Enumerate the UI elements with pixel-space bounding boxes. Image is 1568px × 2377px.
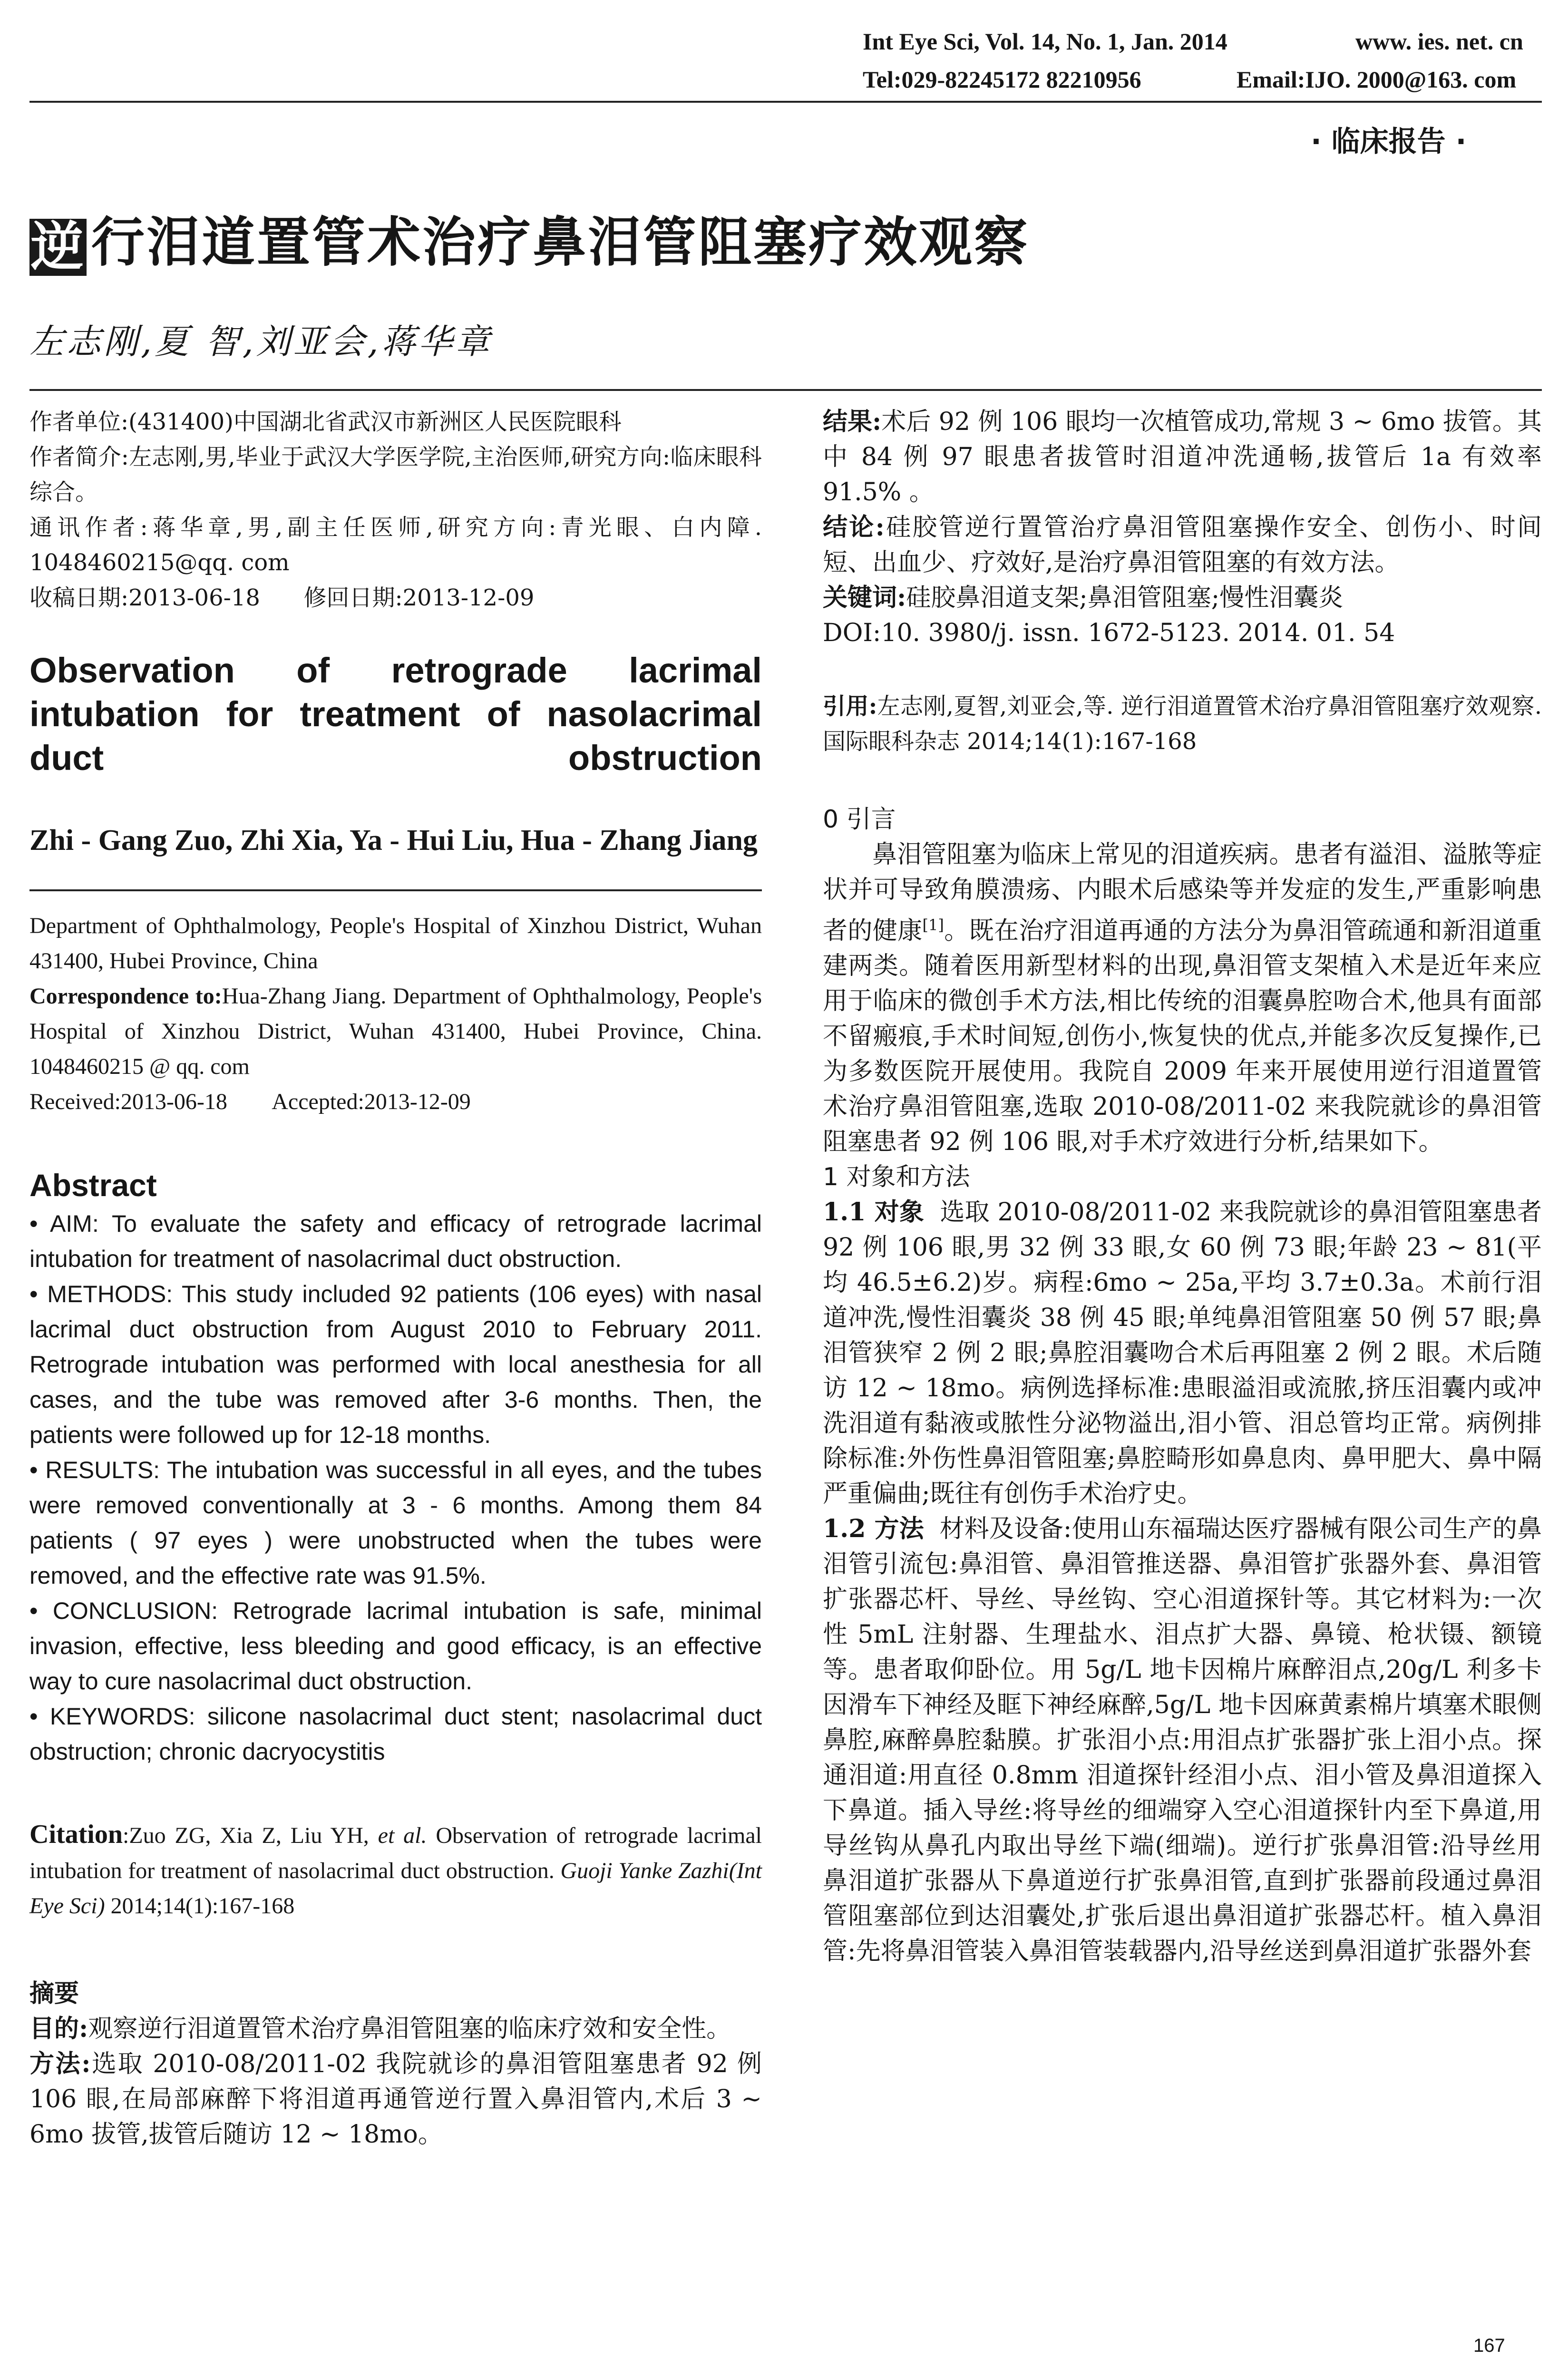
- cn-abstract-heading: 摘要: [29, 1979, 79, 2008]
- journal-website: www. ies. net. cn: [1355, 28, 1523, 55]
- title-rule: [29, 389, 1542, 391]
- author-affiliation-cn: 作者单位:(431400)中国湖北省武汉市新洲区人民医院眼科: [29, 409, 622, 435]
- citation-en: [29, 1817, 762, 1924]
- cn-abstract-keywords: [823, 580, 1542, 615]
- author-profile-cn: 作者简介:左志刚,男,毕业于武汉大学医学院,主治医师,研究方向:临床眼科综合。: [29, 444, 762, 506]
- purpose-text: 观察逆行泪道置管术治疗鼻泪管阻塞的临床疗效和安全性。: [88, 2015, 731, 2043]
- abstract-keywords: • KEYWORDS: silicone nasolacrimal duct stent; nasolacrimal duct obstruction; chronic dacryocystitis: [29, 1703, 762, 1765]
- left-column: [29, 404, 762, 2152]
- citation-journal: Guoji Yanke Zazhi(Int Eye Sci): [29, 1858, 762, 1919]
- cn-abstract-conclusion: [823, 510, 1542, 580]
- methods-text: 选取 2010-08/2011-02 我院就诊的鼻泪管阻塞患者 92 例 106 眼,在局部麻醉下将泪道再通管逆行置入鼻泪管内,术后 3 ~ 6mo 拔管,拔管后随访 12 ~ 18mo。: [29, 2050, 762, 2149]
- authors-cn: 左志刚,夏 智,刘亚会,蒋华章: [29, 321, 493, 361]
- results-label: 结果:: [823, 407, 882, 436]
- procedure-text: 材料及设备:使用山东福瑞达医疗器械有限公司生产的鼻泪管引流包:鼻泪管、鼻泪管推送器、鼻泪管扩张器外套、鼻泪管扩张器芯杆、导丝、导丝钩、空心泪道探针等。其它材料为:一次性 5mL 注射器、生理盐水、泪点扩大器、鼻镜、枪状镊、额镜等。患者取仰卧位。用 5g/L 地卡因棉片麻醉泪点,20g/L 利多卡因滑车下神经及眶下神经麻醉,5g/L 地卡因麻黄素棉片填塞术眼侧鼻腔,麻醉鼻腔黏膜。扩张泪小点:用泪点扩张器扩张上泪小点。探通泪道:用直径 0.8mm 泪道探针经泪小点、泪小管及鼻泪道探入下鼻道。插入导丝:将导丝的细端穿入空心泪道探针内至下鼻道,用导丝钩从鼻孔内取出导丝下端(细端)。逆行扩张鼻泪管:沿导丝用鼻泪道扩张器从下鼻道逆行扩张鼻泪管,直到扩张器前段通过鼻泪管阻塞部位到达泪囊处,扩张后退出鼻泪道扩张器芯杆。植入鼻泪管:先将鼻泪管装入鼻泪管装载器内,沿导丝送到鼻泪道扩张器外套: [823, 1515, 1542, 1966]
- citation-part-b: Observation of retrograde lacrimal intubation for treatment of nasolacrimal duct obstruction.: [29, 1823, 762, 1883]
- purpose-label: 目的:: [29, 2014, 88, 2043]
- keywords-label: 关键词:: [823, 583, 906, 612]
- abstract-conclusion: • CONCLUSION: Retrograde lacrimal intubation is safe, minimal invasion, effective, less bleeding and good efficacy, is an effective way to cure nasolacrimal duct obstruction.: [29, 1598, 762, 1695]
- abstract-results: • RESULTS: The intubation was successful in all eyes, and the tubes were removed conventionally at 3 - 6 months. Among them 84 patients ( 97 eyes ) were unobstructed when the tubes were removed, and the effective rate was 91.5%.: [29, 1457, 762, 1589]
- methods-procedure: [823, 1511, 1542, 1969]
- citation-etal: et al.: [378, 1823, 427, 1848]
- intro-paragraph: [823, 837, 1542, 1159]
- citation-part-c: 2014;14(1):167-168: [105, 1893, 295, 1919]
- english-affiliation: Department of Ophthalmology, People's Hospital of Xinzhou District, Wuhan 431400, Hubei Province, China: [29, 913, 762, 974]
- journal-tel: Tel:029-82245172 82210956: [863, 66, 1141, 93]
- doi: DOI:10. 3980/j. issn. 1672-5123. 2014. 01. 54: [823, 619, 1395, 647]
- cn-citation-text: 左志刚,夏智,刘亚会,等. 逆行泪道置管术治疗鼻泪管阻塞疗效观察. 国际眼科杂志 2014;14(1):167-168: [823, 693, 1542, 755]
- dates-cn: 收稿日期:2013-06-18 修回日期:2013-12-09: [29, 585, 535, 611]
- intro-text-b: 。既在治疗泪道再通的方法分为鼻泪管疏通和新泪道重建两类。随着医用新型材料的出现,鼻泪管支架植入术是近年来应用于临床的微创手术方法,相比传统的泪囊鼻腔吻合术,他具有面部不留瘢痕,手术时间短,创伤小,恢复快的优点,并能多次反复操作,已为多数医院开展使用。我院自 2009 年来开展使用逆行泪道置管术治疗鼻泪管阻塞,选取 2010-08/2011-02 来我院就诊的鼻泪管阻塞患者 92 例 106 眼,对手术疗效进行分析,结果如下。: [823, 916, 1542, 1157]
- procedure-label: 1.2 方法: [823, 1514, 924, 1544]
- cn-abstract-methods-left: [29, 2046, 762, 2152]
- header-rule: [29, 101, 1542, 103]
- methods-heading: 1 对象和方法: [823, 1163, 970, 1192]
- citation-label: Citation: [29, 1820, 123, 1849]
- title-rest: 行泪道置管术治疗鼻泪管阻塞疗效观察: [91, 212, 1029, 273]
- corresponding-author-cn: 通讯作者:蒋华章,男,副主任医师,研究方向:青光眼、白内障. 1048460215@qq. com: [29, 514, 762, 576]
- right-column: [823, 404, 1542, 1969]
- cn-citation: [823, 689, 1542, 759]
- english-authors: Zhi - Gang Zuo, Zhi Xia, Ya - Hui Liu, Hua - Zhang Jiang: [29, 824, 758, 857]
- citation-part-a: :Zuo ZG, Xia Z, Liu YH,: [123, 1823, 378, 1848]
- correspondence-label: Correspondence to:: [29, 984, 222, 1009]
- subjects-text: 选取 2010-08/2011-02 来我院就诊的鼻泪管阻塞患者 92 例 106 眼,男 32 例 33 眼,女 60 例 73 眼;年龄 23 ~ 81(平均 46.5±6.2)岁。病程:6mo ~ 25a,平均 3.7±0.3a。术前行泪道冲洗,慢性泪囊炎 38 例 45 眼;单纯鼻泪管阻塞 50 例 57 眼;鼻泪管狭窄 2 例 2 眼;鼻腔泪囊吻合术后再阻塞 2 例 2 眼。术后随访 12 ~ 18mo。病例选择标准:患眼溢泪或流脓,挤压泪囊内或冲洗泪道有黏液或脓性分泌物溢出,泪小管、泪总管均正常。病例排除标准:外伤性鼻泪管阻塞;鼻腔畸形如鼻息肉、鼻甲肥大、鼻中隔严重偏曲;既往有创伤手术治疗史。: [823, 1198, 1542, 1509]
- cn-abstract-purpose: [29, 2011, 762, 2046]
- journal-email: Email:IJO. 2000@163. com: [1237, 66, 1517, 93]
- journal-info: Int Eye Sci, Vol. 14, No. 1, Jan. 2014: [863, 28, 1227, 55]
- cn-abstract-results: [823, 404, 1542, 510]
- cn-citation-label: 引用:: [823, 693, 877, 720]
- section-tag: · 临床报告 ·: [1311, 125, 1467, 158]
- abstract-heading: Abstract: [29, 1168, 157, 1203]
- abstract-aim: • AIM: To evaluate the safety and efficacy of retrograde lacrimal intubation for treatment of nasolacrimal duct obstruction.: [29, 1210, 762, 1272]
- article-title: [29, 200, 1029, 276]
- conclusion-label: 结论:: [823, 513, 885, 542]
- intro-heading: 0 引言: [823, 805, 896, 834]
- english-received: Received:2013-06-18 Accepted:2013-12-09: [29, 1089, 471, 1114]
- english-rule: [29, 889, 762, 891]
- methods-subjects: [823, 1195, 1542, 1511]
- english-title: Observation of retrograde lacrimal intubation for treatment of nasolacrimal duct obstruction: [29, 651, 762, 778]
- results-text: 术后 92 例 106 眼均一次植管成功,常规 3 ~ 6mo 拔管。其中 84 例 97 眼患者拔管时泪道冲洗通畅,拔管后 1a 有效率 91.5% 。: [823, 408, 1542, 507]
- subjects-label: 1.1 对象: [823, 1198, 925, 1227]
- title-first-char: 逆: [30, 216, 86, 278]
- keywords-text: 硅胶鼻泪道支架;鼻泪管阻塞;慢性泪囊炎: [906, 584, 1344, 612]
- english-correspondence: [29, 979, 762, 1084]
- intro-text-a: 鼻泪管阻塞为临床上常见的泪道疾病。患者有溢泪、溢脓等症状并可导致角膜溃疡、内眼术后感染等并发症的发生,严重影响患者的健康: [823, 840, 1542, 945]
- page-number: 167: [1473, 2335, 1505, 2356]
- conclusion-text: 硅胶管逆行置管治疗鼻泪管阻塞操作安全、创伤小、时间短、出血少、疗效好,是治疗鼻泪管阻塞的有效方法。: [823, 513, 1542, 577]
- intro-reference: [1]: [922, 916, 944, 934]
- abstract-methods: • METHODS: This study included 92 patients (106 eyes) with nasal lacrimal duct obstruction from August 2010 to February 2011. Retrograde intubation was performed with local anesthesia for all cases, and the tube was removed after 3-6 months. Then, the patients were followed up for 12-18 months.: [29, 1281, 762, 1448]
- methods-label: 方法:: [29, 2049, 91, 2078]
- correspondence-text: Hua-Zhang Jiang. Department of Ophthalmology, People's Hospital of Xinzhou District, Wuhan 431400, Hubei Province, China. 1048460215 @ qq. com: [29, 984, 762, 1079]
